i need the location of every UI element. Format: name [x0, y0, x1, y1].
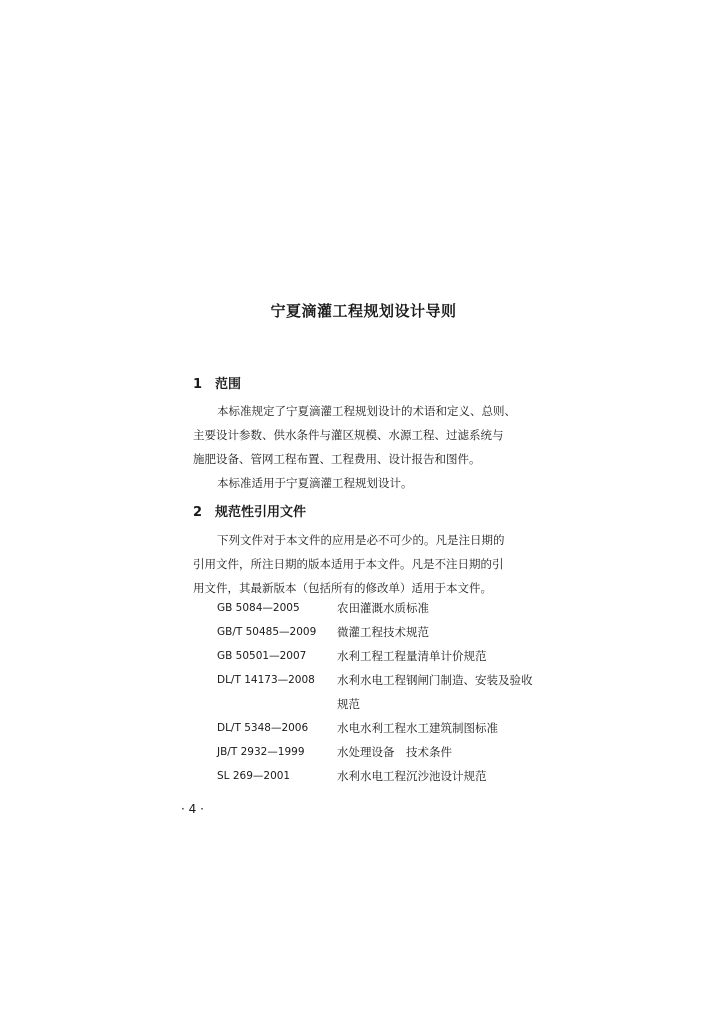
section-2-body [193, 528, 537, 600]
paragraph-line: 本标准适用于宁夏滴灌工程规划设计。 [217, 476, 413, 490]
section-number: 1 [193, 377, 203, 392]
reference-name: 水电水利工程水工建筑制图标准 [337, 721, 498, 735]
section-2-heading [193, 501, 306, 520]
reference-code: JB/T 2932—1999 [217, 746, 305, 758]
reference-name: 水利水电工程沉沙池设计规范 [337, 769, 487, 783]
paragraph-line: 下列文件对于本文件的应用是必不可少的。凡是注日期的 [217, 533, 505, 547]
paragraph-line: 本标准规定了宁夏滴灌工程规划设计的术语和定义、总则、 [217, 404, 516, 418]
reference-item [217, 644, 547, 668]
document-title: 宁夏滴灌工程规划设计导则 [270, 302, 457, 320]
section-1-heading [193, 373, 241, 392]
section-title: 规范性引用文件 [215, 505, 307, 520]
reference-name: 水处理设备 技术条件 [337, 745, 452, 759]
section-1-body [193, 399, 537, 495]
reference-name: 水利水电工程钢闸门制造、安装及验收规范 [337, 673, 533, 711]
paragraph-line: 主要设计参数、供水条件与灌区规模、水源工程、过滤系统与 [193, 428, 504, 442]
page-number: · 4 · [181, 802, 204, 816]
reference-list [217, 596, 547, 788]
section-number: 2 [193, 505, 203, 520]
section-title: 范围 [215, 377, 242, 392]
reference-name: 水利工程工程量清单计价规范 [337, 649, 487, 663]
reference-item [217, 596, 547, 620]
reference-code: GB 50501—2007 [217, 650, 307, 662]
reference-item [217, 620, 547, 644]
paragraph-line: 引用文件，所注日期的版本适用于本文件。凡是不注日期的引 [193, 557, 504, 571]
reference-code: GB/T 50485—2009 [217, 626, 317, 638]
reference-item [217, 668, 547, 716]
reference-item [217, 764, 547, 788]
paragraph-line: 施肥设备、管网工程布置、工程费用、设计报告和图件。 [193, 452, 481, 466]
reference-item [217, 740, 547, 764]
paragraph-line: 用文件，其最新版本（包括所有的修改单）适用于本文件。 [193, 581, 492, 595]
reference-code: DL/T 14173—2008 [217, 674, 315, 686]
reference-name: 农田灌溉水质标准 [337, 601, 429, 615]
reference-name: 微灌工程技术规范 [337, 625, 429, 639]
reference-code: DL/T 5348—2006 [217, 722, 309, 734]
reference-code: GB 5084—2005 [217, 602, 300, 614]
reference-item [217, 716, 547, 740]
reference-code: SL 269—2001 [217, 770, 291, 782]
